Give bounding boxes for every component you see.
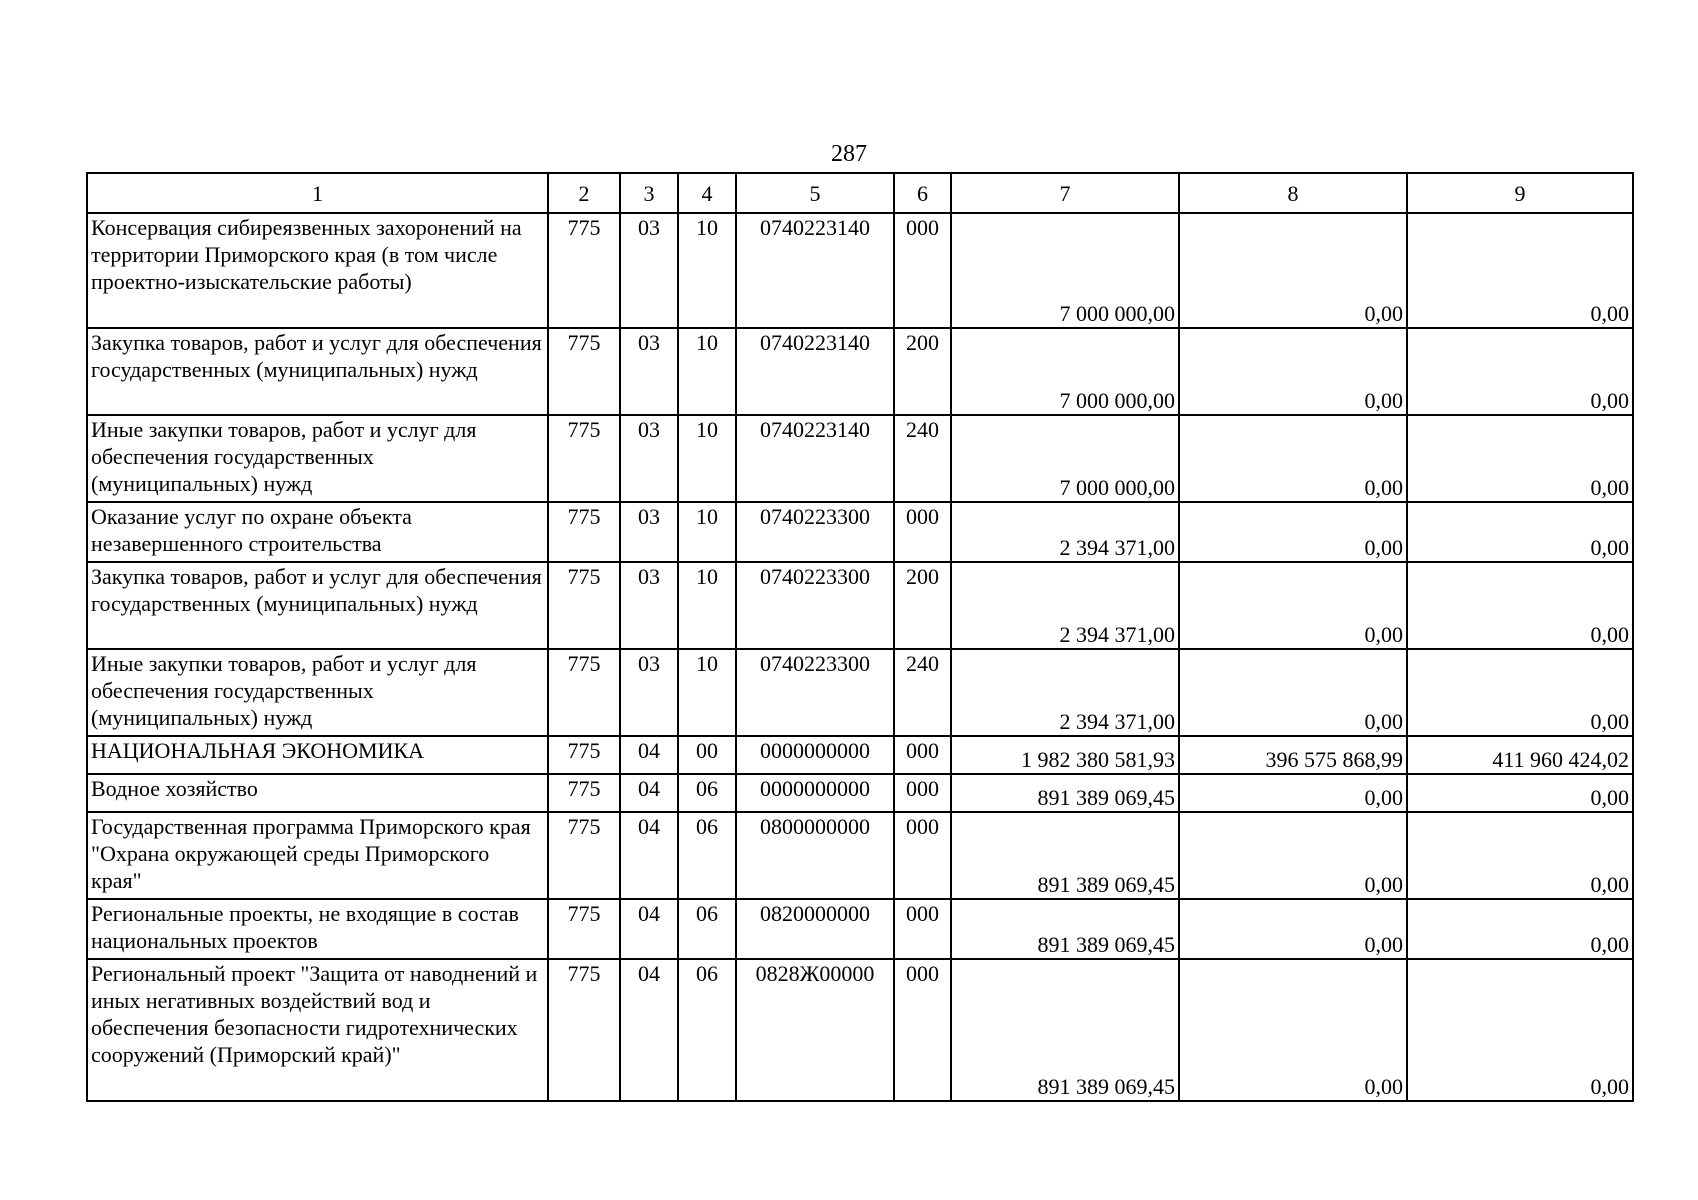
expense-type-cell: 200 bbox=[894, 562, 951, 649]
amount-col7-cell: 2 394 371,00 bbox=[951, 502, 1179, 562]
expense-type-cell: 000 bbox=[894, 899, 951, 959]
amount-col9-cell: 0,00 bbox=[1407, 562, 1633, 649]
target-article-cell: 0828Ж00000 bbox=[736, 959, 894, 1101]
expense-type-cell: 000 bbox=[894, 959, 951, 1101]
column-header: 8 bbox=[1179, 173, 1407, 213]
amount-col8-cell: 0,00 bbox=[1179, 649, 1407, 736]
section-code-cell: 03 bbox=[620, 328, 678, 415]
column-header: 9 bbox=[1407, 173, 1633, 213]
column-header: 4 bbox=[678, 173, 736, 213]
table-row bbox=[87, 736, 1633, 774]
expense-type-cell: 200 bbox=[894, 328, 951, 415]
amount-col7-cell: 7 000 000,00 bbox=[951, 415, 1179, 502]
table-row bbox=[87, 649, 1633, 736]
table-row bbox=[87, 774, 1633, 812]
amount-col7-cell: 1 982 380 581,93 bbox=[951, 736, 1179, 774]
amount-col8-cell: 396 575 868,99 bbox=[1179, 736, 1407, 774]
table-row bbox=[87, 213, 1633, 328]
table-row bbox=[87, 812, 1633, 899]
column-header: 3 bbox=[620, 173, 678, 213]
section-code-cell: 04 bbox=[620, 959, 678, 1101]
target-article-cell: 0740223140 bbox=[736, 213, 894, 328]
expense-type-cell: 000 bbox=[894, 502, 951, 562]
section-code-cell: 03 bbox=[620, 213, 678, 328]
admin-code-cell: 775 bbox=[548, 502, 620, 562]
amount-col8-cell: 0,00 bbox=[1179, 502, 1407, 562]
subsection-code-cell: 06 bbox=[678, 899, 736, 959]
amount-col9-cell: 0,00 bbox=[1407, 213, 1633, 328]
row-name-cell: НАЦИОНАЛЬНАЯ ЭКОНОМИКА bbox=[87, 736, 548, 774]
target-article-cell: 0000000000 bbox=[736, 736, 894, 774]
table-body bbox=[87, 213, 1633, 1101]
subsection-code-cell: 10 bbox=[678, 415, 736, 502]
row-name-cell: Закупка товаров, работ и услуг для обеспечения государственных (муниципальных) нужд bbox=[87, 328, 548, 415]
section-code-cell: 03 bbox=[620, 562, 678, 649]
amount-col9-cell: 0,00 bbox=[1407, 502, 1633, 562]
admin-code-cell: 775 bbox=[548, 328, 620, 415]
column-header: 6 bbox=[894, 173, 951, 213]
amount-col8-cell: 0,00 bbox=[1179, 812, 1407, 899]
table-row bbox=[87, 502, 1633, 562]
subsection-code-cell: 10 bbox=[678, 649, 736, 736]
section-code-cell: 04 bbox=[620, 812, 678, 899]
section-code-cell: 03 bbox=[620, 649, 678, 736]
target-article-cell: 0740223300 bbox=[736, 502, 894, 562]
column-header: 7 bbox=[951, 173, 1179, 213]
amount-col9-cell: 411 960 424,02 bbox=[1407, 736, 1633, 774]
row-name-cell: Иные закупки товаров, работ и услуг для обеспечения государственных (муниципальных) нужд bbox=[87, 649, 548, 736]
row-name-cell: Региональные проекты, не входящие в состав национальных проектов bbox=[87, 899, 548, 959]
amount-col9-cell: 0,00 bbox=[1407, 415, 1633, 502]
row-name-cell: Водное хозяйство bbox=[87, 774, 548, 812]
section-code-cell: 04 bbox=[620, 899, 678, 959]
amount-col7-cell: 7 000 000,00 bbox=[951, 213, 1179, 328]
amount-col9-cell: 0,00 bbox=[1407, 328, 1633, 415]
target-article-cell: 0740223140 bbox=[736, 415, 894, 502]
row-name-cell: Закупка товаров, работ и услуг для обеспечения государственных (муниципальных) нужд bbox=[87, 562, 548, 649]
row-name-cell: Оказание услуг по охране объекта незавершенного строительства bbox=[87, 502, 548, 562]
amount-col7-cell: 2 394 371,00 bbox=[951, 562, 1179, 649]
subsection-code-cell: 10 bbox=[678, 213, 736, 328]
target-article-cell: 0000000000 bbox=[736, 774, 894, 812]
amount-col8-cell: 0,00 bbox=[1179, 959, 1407, 1101]
subsection-code-cell: 06 bbox=[678, 959, 736, 1101]
expense-type-cell: 240 bbox=[894, 415, 951, 502]
amount-col9-cell: 0,00 bbox=[1407, 649, 1633, 736]
admin-code-cell: 775 bbox=[548, 812, 620, 899]
subsection-code-cell: 00 bbox=[678, 736, 736, 774]
subsection-code-cell: 06 bbox=[678, 774, 736, 812]
subsection-code-cell: 10 bbox=[678, 328, 736, 415]
budget-table bbox=[86, 172, 1634, 1102]
row-name-cell: Консервация сибиреязвенных захоронений на территории Приморского края (в том числе проектно-изыскательские работы) bbox=[87, 213, 548, 328]
admin-code-cell: 775 bbox=[548, 774, 620, 812]
row-name-cell: Иные закупки товаров, работ и услуг для обеспечения государственных (муниципальных) нужд bbox=[87, 415, 548, 502]
table-header-row bbox=[87, 173, 1633, 213]
table-row bbox=[87, 415, 1633, 502]
amount-col7-cell: 7 000 000,00 bbox=[951, 328, 1179, 415]
amount-col8-cell: 0,00 bbox=[1179, 415, 1407, 502]
table-row bbox=[87, 959, 1633, 1101]
amount-col7-cell: 891 389 069,45 bbox=[951, 899, 1179, 959]
section-code-cell: 03 bbox=[620, 502, 678, 562]
amount-col8-cell: 0,00 bbox=[1179, 562, 1407, 649]
expense-type-cell: 000 bbox=[894, 736, 951, 774]
target-article-cell: 0800000000 bbox=[736, 812, 894, 899]
admin-code-cell: 775 bbox=[548, 415, 620, 502]
amount-col9-cell: 0,00 bbox=[1407, 899, 1633, 959]
section-code-cell: 04 bbox=[620, 736, 678, 774]
page-number: 287 bbox=[831, 141, 867, 167]
amount-col9-cell: 0,00 bbox=[1407, 774, 1633, 812]
amount-col9-cell: 0,00 bbox=[1407, 812, 1633, 899]
amount-col8-cell: 0,00 bbox=[1179, 774, 1407, 812]
admin-code-cell: 775 bbox=[548, 649, 620, 736]
table-row bbox=[87, 562, 1633, 649]
admin-code-cell: 775 bbox=[548, 736, 620, 774]
admin-code-cell: 775 bbox=[548, 959, 620, 1101]
column-header: 1 bbox=[87, 173, 548, 213]
admin-code-cell: 775 bbox=[548, 899, 620, 959]
expense-type-cell: 000 bbox=[894, 213, 951, 328]
subsection-code-cell: 10 bbox=[678, 502, 736, 562]
row-name-cell: Государственная программа Приморского края "Охрана окружающей среды Приморского края" bbox=[87, 812, 548, 899]
amount-col7-cell: 891 389 069,45 bbox=[951, 959, 1179, 1101]
expense-type-cell: 000 bbox=[894, 774, 951, 812]
target-article-cell: 0820000000 bbox=[736, 899, 894, 959]
row-name-cell: Региональный проект "Защита от наводнений и иных негативных воздействий вод и обеспечения безопасности гидротехнических сооружений (Приморский край)" bbox=[87, 959, 548, 1101]
amount-col7-cell: 891 389 069,45 bbox=[951, 812, 1179, 899]
amount-col8-cell: 0,00 bbox=[1179, 213, 1407, 328]
expense-type-cell: 000 bbox=[894, 812, 951, 899]
amount-col8-cell: 0,00 bbox=[1179, 328, 1407, 415]
amount-col8-cell: 0,00 bbox=[1179, 899, 1407, 959]
target-article-cell: 0740223300 bbox=[736, 649, 894, 736]
admin-code-cell: 775 bbox=[548, 213, 620, 328]
expense-type-cell: 240 bbox=[894, 649, 951, 736]
column-header: 2 bbox=[548, 173, 620, 213]
table-row bbox=[87, 328, 1633, 415]
amount-col9-cell: 0,00 bbox=[1407, 959, 1633, 1101]
column-header: 5 bbox=[736, 173, 894, 213]
admin-code-cell: 775 bbox=[548, 562, 620, 649]
target-article-cell: 0740223300 bbox=[736, 562, 894, 649]
section-code-cell: 04 bbox=[620, 774, 678, 812]
section-code-cell: 03 bbox=[620, 415, 678, 502]
subsection-code-cell: 10 bbox=[678, 562, 736, 649]
subsection-code-cell: 06 bbox=[678, 812, 736, 899]
amount-col7-cell: 2 394 371,00 bbox=[951, 649, 1179, 736]
table-row bbox=[87, 899, 1633, 959]
amount-col7-cell: 891 389 069,45 bbox=[951, 774, 1179, 812]
target-article-cell: 0740223140 bbox=[736, 328, 894, 415]
